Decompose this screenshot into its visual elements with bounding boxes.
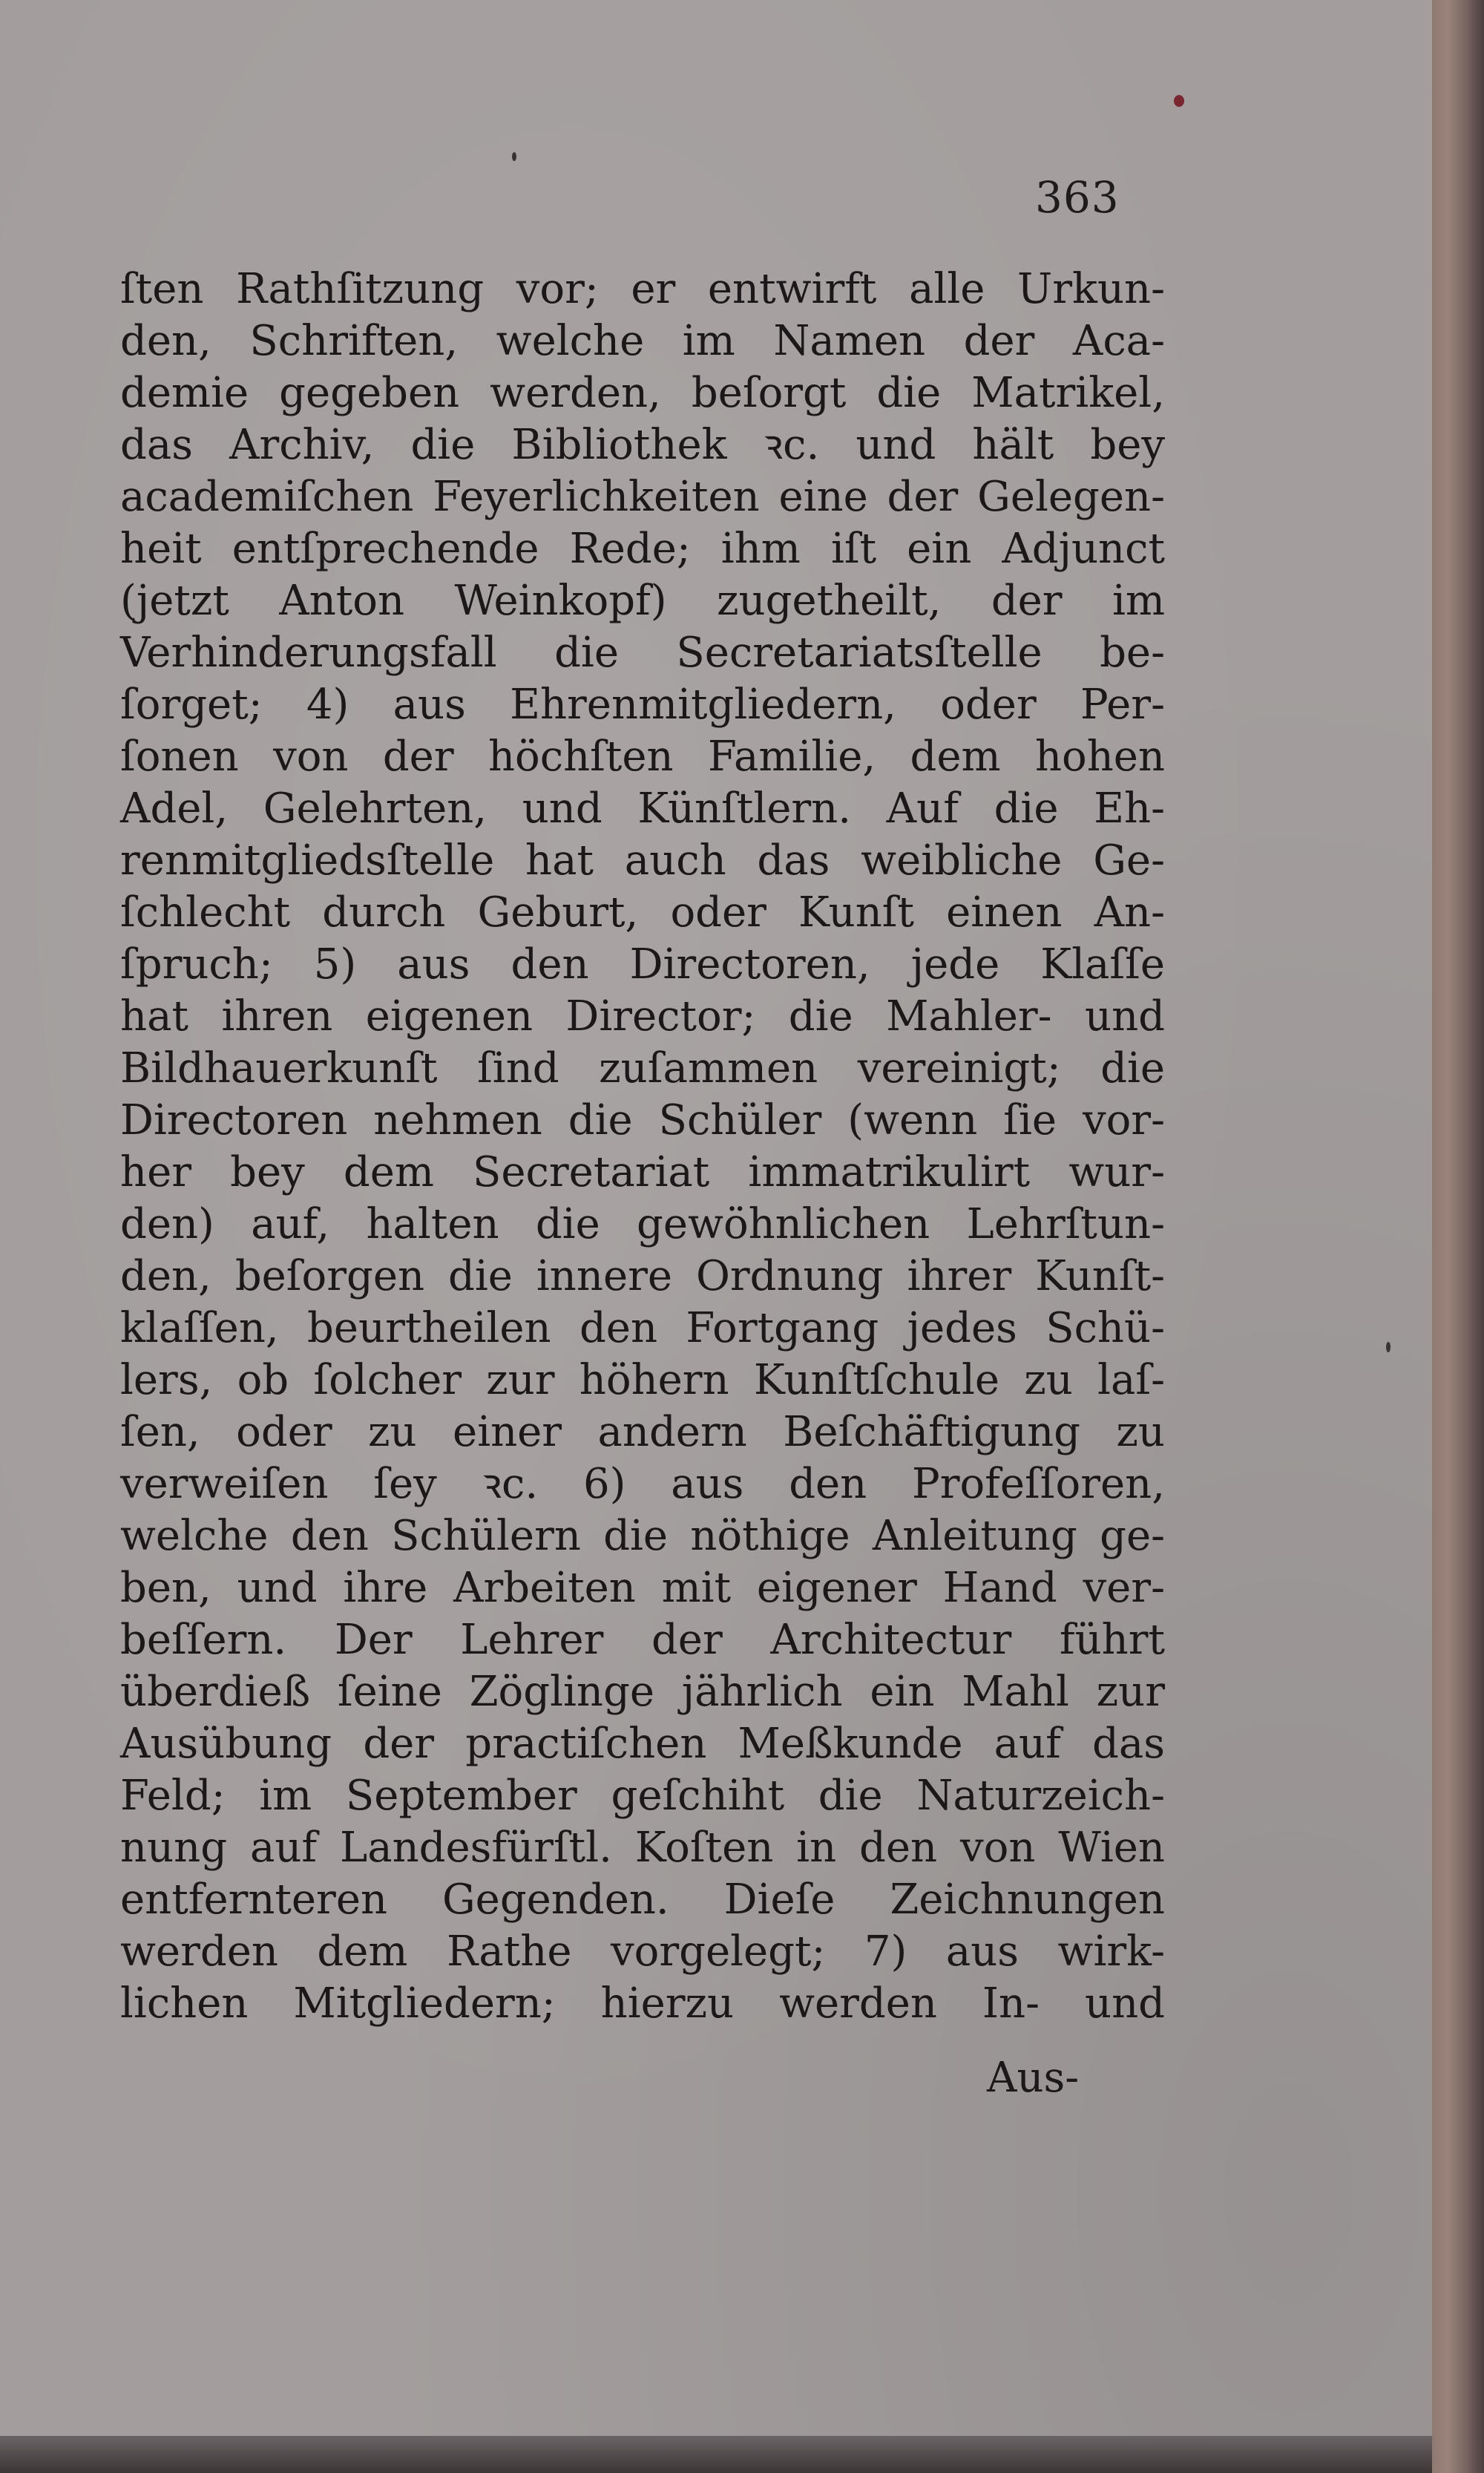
- text-line: welche den Schülern die nöthige Anleitung ge-: [120, 1512, 1165, 1560]
- text-line: ſchlecht durch Geburt, oder Kunſt einen An-: [120, 888, 1165, 937]
- text-line: academiſchen Feyerlichkeiten eine der Gelegen-: [120, 473, 1165, 521]
- text-line: lers, ob ſolcher zur höhern Kunſtſchule zu laſ-: [120, 1356, 1165, 1404]
- text-line: klaſſen, beurtheilen den Fortgang jedes Schü-: [120, 1304, 1165, 1352]
- text-line: den, beſorgen die innere Ordnung ihrer Kunſt-: [120, 1252, 1165, 1300]
- text-line: nung auf Landesfürſtl. Koſten in den von Wien: [120, 1824, 1165, 1872]
- text-line: ſonen von der höchſten Familie, dem hohen: [120, 733, 1165, 781]
- text-line: Bildhauerkunſt ſind zuſammen vereinigt; die: [120, 1044, 1165, 1093]
- text-line: ſen, oder zu einer andern Beſchäftigung zu: [120, 1408, 1165, 1456]
- text-line: werden dem Rathe vorgelegt; 7) aus wirk-: [120, 1927, 1165, 1976]
- text-line: (jetzt Anton Weinkopf) zugetheilt, der im: [120, 577, 1165, 625]
- ink-speck: [512, 152, 516, 161]
- text-line: entfernteren Gegenden. Dieſe Zeichnungen: [120, 1876, 1165, 1924]
- text-line: her bey dem Secretariat immatrikulirt wur-: [120, 1148, 1165, 1196]
- text-line: heit entſprechende Rede; ihm iſt ein Adjunct: [120, 525, 1165, 573]
- text-line: ſpruch; 5) aus den Directoren, jede Klaſſe: [120, 940, 1165, 989]
- text-line: überdieß ſeine Zöglinge jährlich ein Mahl zur: [120, 1668, 1165, 1716]
- text-line: ſten Rathſitzung vor; er entwirft alle Urkun-: [120, 265, 1165, 313]
- text-line: Adel, Gelehrten, und Künſtlern. Auf die Eh-: [120, 785, 1165, 833]
- text-line: Verhinderungsfall die Secretariatsſtelle be-: [120, 629, 1165, 677]
- text-line: lichen Mitgliedern; hierzu werden In- und: [120, 1979, 1165, 2028]
- ink-speck: [1174, 95, 1184, 107]
- text-line: Feld; im September geſchiht die Naturzeich-: [120, 1772, 1165, 1820]
- book-binding-edge: [1432, 0, 1484, 2473]
- page-bottom-shadow: [0, 2436, 1432, 2473]
- text-line: demie gegeben werden, beſorgt die Matrikel,: [120, 369, 1165, 417]
- text-line: den, Schriften, welche im Namen der Aca-: [120, 317, 1165, 365]
- body-text: [120, 263, 1165, 2030]
- text-line: ben, und ihre Arbeiten mit eigener Hand ver-: [120, 1564, 1165, 1612]
- text-line: verweiſen ſey ꝛc. 6) aus den Profeſſoren,: [120, 1460, 1165, 1508]
- text-line: renmitgliedsſtelle hat auch das weibliche Ge-: [120, 836, 1165, 885]
- text-line: Ausübung der practiſchen Meßkunde auf das: [120, 1720, 1165, 1768]
- page-number: 363: [1035, 172, 1120, 223]
- text-line: beſſern. Der Lehrer der Architectur führt: [120, 1616, 1165, 1664]
- text-line: ſorget; 4) aus Ehrenmitgliedern, oder Per-: [120, 681, 1165, 729]
- text-line: Directoren nehmen die Schüler (wenn ſie vor-: [120, 1096, 1165, 1144]
- text-line: das Archiv, die Bibliothek ꝛc. und hält bey: [120, 421, 1165, 469]
- text-line: hat ihren eigenen Director; die Mahler- und: [120, 992, 1165, 1041]
- ink-speck: [1386, 1342, 1391, 1352]
- catchword: Aus-: [987, 2054, 1080, 2102]
- text-line: den) auf, halten die gewöhnlichen Lehrſtun-: [120, 1200, 1165, 1248]
